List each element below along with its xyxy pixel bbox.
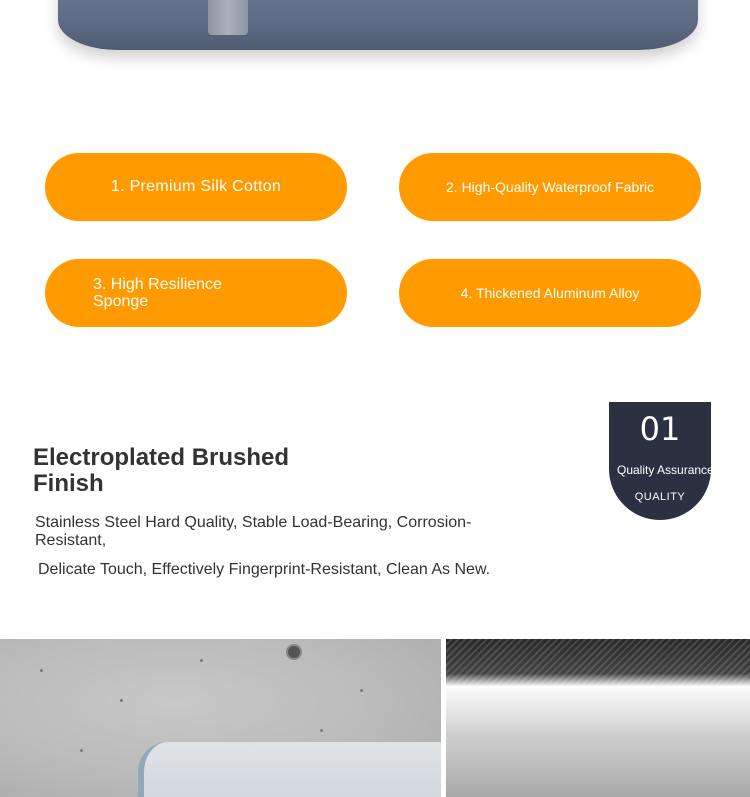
headboard-wall-photo bbox=[0, 639, 441, 797]
feature-pill-1 bbox=[45, 153, 347, 221]
product-photo-top bbox=[0, 0, 750, 70]
feature-label: 1. Premium Silk Cotton bbox=[110, 178, 282, 195]
feature-pill-2 bbox=[399, 153, 701, 221]
feature-label: 2. High-Quality Waterproof Fabric bbox=[446, 179, 654, 195]
badge-label: Quality Assurance bbox=[617, 463, 714, 477]
feature-label: 3. High Resilience Sponge bbox=[93, 276, 222, 310]
badge-number: 01 bbox=[639, 410, 681, 448]
wall-speck bbox=[200, 659, 203, 662]
cushion-image bbox=[58, 0, 698, 50]
section-description-2: Delicate Touch, Effectively Fingerprint-Resistant, Clean As New. bbox=[38, 561, 491, 578]
cushion-strap bbox=[208, 0, 248, 35]
brushed-texture bbox=[446, 639, 750, 687]
wall-speck bbox=[320, 729, 323, 732]
feature-pill-3 bbox=[45, 259, 347, 327]
quality-badge bbox=[609, 402, 714, 520]
headboard-image bbox=[138, 742, 441, 797]
section-title: Electroplated Brushed Finish bbox=[33, 444, 290, 497]
wall-hole bbox=[286, 644, 302, 660]
badge-sublabel: QUALITY bbox=[634, 491, 686, 503]
brushed-steel-photo bbox=[446, 639, 750, 797]
wall-speck bbox=[80, 749, 83, 752]
wall-speck bbox=[40, 669, 43, 672]
wall-speck bbox=[360, 689, 363, 692]
section-description-1: Stainless Steel Hard Quality, Stable Load-Bearing, Corrosion-Resistant, bbox=[35, 514, 472, 549]
wall-speck bbox=[120, 699, 123, 702]
feature-label: 4. Thickened Aluminum Alloy bbox=[460, 285, 640, 301]
feature-pill-4 bbox=[399, 259, 701, 327]
